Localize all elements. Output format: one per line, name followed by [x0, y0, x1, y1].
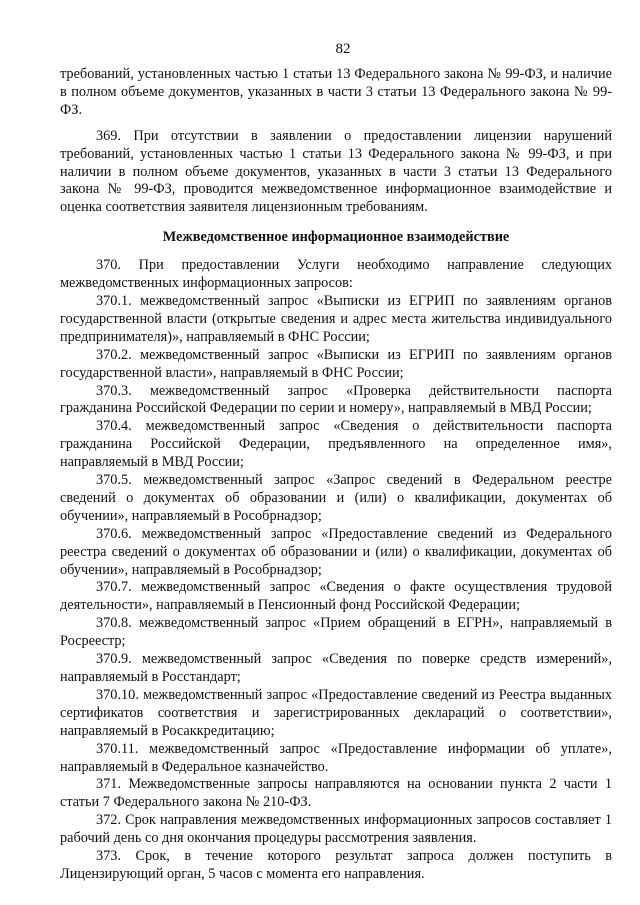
paragraph-370-2: 370.2. межведомственный запрос «Выписки из ЕГРИП по заявлениям органов государственной власти», направляемый в ФНС России;: [60, 346, 612, 381]
paragraph-369: 369. При отсутствии в заявлении о предоставлении лицензии нарушений требований, установленных частью 1 статьи 13 Федерального закона № 99-ФЗ, и при наличии в полном объеме документов, указанных в части 3 статьи 13 Федерального закона № 99-ФЗ, проводится межведомственное информационное взаимодействие и оценка соответствия заявителя лицензионным требованиям.: [60, 127, 612, 216]
paragraph-370-6: 370.6. межведомственный запрос «Предоставление сведений из Федерального реестра сведений о документах об образовании и (или) о квалификации, документах об обучении», направляемый в Рособрнадзор;: [60, 525, 612, 578]
paragraph-372: 372. Срок направления межведомственных информационных запросов составляет 1 рабочий день со дня окончания процедуры рассмотрения заявления.: [60, 812, 612, 847]
paragraph-370-1: 370.1. межведомственный запрос «Выписки из ЕГРИП по заявлениям органов государственной власти (открытые сведения и адрес места жительства индивидуального предпринимателя)», направляемый в ФНС России;: [60, 292, 612, 345]
paragraph-370-4: 370.4. межведомственный запрос «Сведения о действительности паспорта гражданина Российской Федерации, предъявленного на определенное имя», направляемый в МВД России;: [60, 418, 612, 471]
continuation-paragraph: требований, установленных частью 1 статьи 13 Федерального закона № 99-ФЗ, и наличие в полном объеме документов, указанных в части 3 статьи 13 Федерального закона № 99-ФЗ.: [60, 66, 612, 118]
paragraph-371: 371. Межведомственные запросы направляются на основании пункта 2 части 1 статьи 7 Федерального закона № 210-ФЗ.: [60, 776, 612, 811]
paragraph-370-9: 370.9. межведомственный запрос «Сведения по поверке средств измерений», направляемый в Росстандарт;: [60, 651, 612, 685]
paragraph-370-11: 370.11. межведомственный запрос «Предоставление информации об уплате», направляемый в Федеральное казначейство.: [60, 740, 612, 775]
paragraph-370-10: 370.10. межведомственный запрос «Предоставление сведений из Реестра выданных сертификатов соответствия и зарегистрированных деклараций о соответствии», направляемый в Росаккредитацию;: [60, 686, 612, 739]
paragraph-373: 373. Срок, в течение которого результат запроса должен поступить в Лицензирующий орган, 5 часов с момента его направления.: [60, 848, 612, 882]
paragraph-370-8: 370.8. межведомственный запрос «Прием обращений в ЕГРН», направляемый в Росреестр;: [60, 615, 612, 650]
page-content: [60, 66, 612, 884]
paragraph-370-5: 370.5. межведомственный запрос «Запрос сведений в Федеральном реестре сведений о документах об образовании и (или) о квалификации, документах об обучении», направляемый в Рособрнадзор;: [60, 472, 612, 524]
paragraph-370-3: 370.3. межведомственный запрос «Проверка действительности паспорта гражданина Российской Федерации по серии и номеру», направляемый в МВД России;: [60, 382, 612, 417]
paragraph-370-7: 370.7. межведомственный запрос «Сведения о факте осуществления трудовой деятельности», направляемый в Пенсионный фонд Российской Федерации;: [60, 579, 612, 614]
section-heading: Межведомственное информационное взаимодействие: [162, 229, 510, 246]
paragraph-370: 370. При предоставлении Услуги необходимо направление следующих межведомственных информационных запросов:: [60, 257, 612, 292]
page-number: 82: [335, 41, 351, 57]
